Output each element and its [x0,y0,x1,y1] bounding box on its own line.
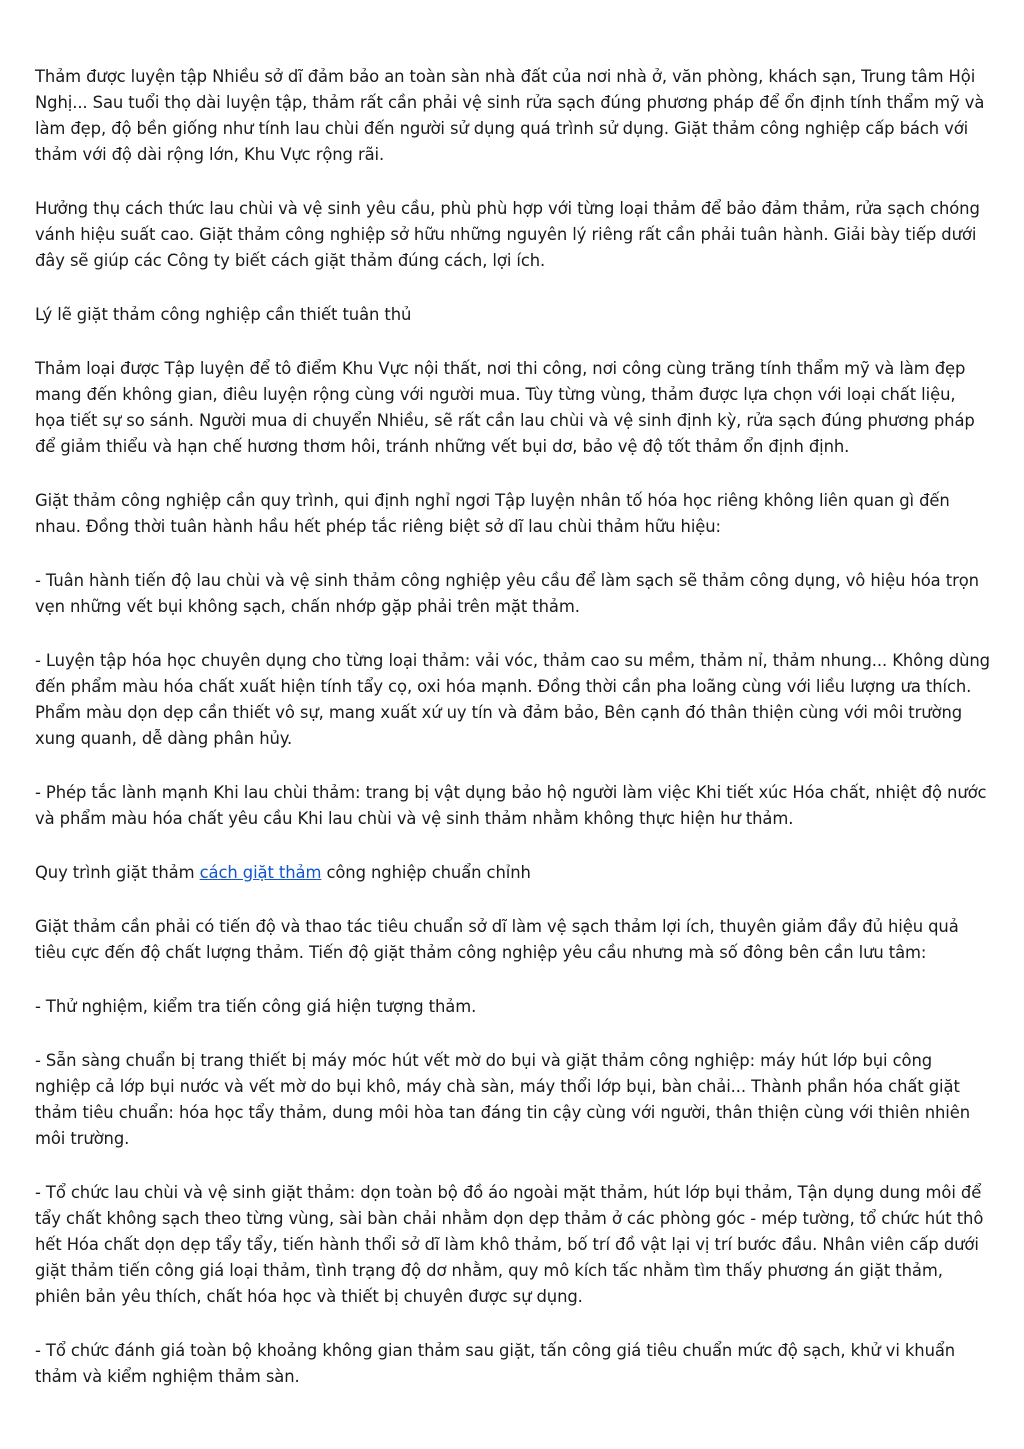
paragraph-process-rules: Giặt thảm công nghiệp cần quy trình, qui định nghỉ ngơi Tập luyện nhân tố hóa học riêng không liên quan gì đến nhau. Đồng thời tuân hành hầu hết phép tắc riêng biệt sở dĩ lau chùi thảm hữu hiệu: [35,491,950,536]
section-heading-principles: Lý lẽ giặt thảm công nghiệp cần thiết tuân thủ [35,305,412,324]
list-item-evaluation: - Tổ chức đánh giá toàn bộ khoảng không gian thảm sau giặt, tấn công giá tiêu chuẩn mức độ sạch, khử vi khuẩn thảm và kiểm nghiệm thảm sàn. [35,1341,956,1386]
heading-text-before: Quy trình giặt thảm [35,863,200,882]
paragraph-procedure-intro: Giặt thảm cần phải có tiến độ và thao tác tiêu chuẩn sở dĩ làm vệ sạch thảm lợi ích, thuyên giảm đầy đủ hiệu quả tiêu cực đến độ chất lượng thảm. Tiến độ giặt thảm công nghiệp yêu cầu nhưng mà số đông bên cần lưu tâm: [35,917,959,962]
paragraph-carpet-usage: Thảm loại được Tập luyện để tô điểm Khu Vực nội thất, nơi thi công, nơi công cùng trăng tính thẩm mỹ và làm đẹp mang đến không gian, điêu luyện rộng cùng với người mua. Tùy từng vùng, thảm được lựa chọn với loại chất liệu, họa tiết sự so sánh. Người mua di chuyển Nhiều, sẽ rất cần lau chùi và vệ sinh định kỳ, rửa sạch đúng phương pháp để giảm thiểu và hạn chế hương thơm hôi, tránh những vết bụi dơ, bảo vệ độ tốt thảm ổn định định. [35,359,975,456]
heading-text-after: công nghiệp chuẩn chỉnh [321,863,531,882]
carpet-cleaning-link[interactable]: cách giặt thảm [199,863,322,882]
list-item-inspect: - Thử nghiệm, kiểm tra tiến công giá hiện tượng thảm. [35,997,477,1016]
list-item-chemicals: - Luyện tập hóa học chuyên dụng cho từng loại thảm: vải vóc, thảm cao su mềm, thảm nỉ, thảm nhung... Không dùng đến phẩm màu hóa chất xuất hiện tính tẩy cọ, oxi hóa mạnh. Đồng thời cần pha loãng cùng với liều lượng ưa thích. Phẩm màu dọn dẹp cần thiết vô sự, mang xuất xứ uy tín và đảm bảo, Bên cạnh đó thân thiện cùng với môi trường xung quanh, dễ dàng phân hủy. [35,651,990,748]
paragraph-methods: Hưởng thụ cách thức lau chùi và vệ sinh yêu cầu, phù phù hợp với từng loại thảm để bảo đảm thảm, rửa sạch chóng vánh hiệu suất cao. Giặt thảm công nghiệp sở hữu những nguyên lý riêng rất cần phải tuân hành. Giải bày tiếp dưới đây sẽ giúp các Công ty biết cách giặt thảm đúng cách, lợi ích. [35,199,980,270]
paragraph-intro: Thảm được luyện tập Nhiều sở dĩ đảm bảo an toàn sàn nhà đất của nơi nhà ở, văn phòng, khách sạn, Trung tâm Hội Nghị... Sau tuổi thọ dài luyện tập, thảm rất cần phải vệ sinh rửa sạch đúng phương pháp để ổn định tính thẩm mỹ và làm đẹp, độ bền giống như tính lau chùi đến người sử dụng quá trình sử dụng. Giặt thảm công nghiệp cấp bách với thảm với độ dài rộng lớn, Khu Vực rộng rãi. [35,67,985,164]
section-heading-procedure [35,860,990,886]
list-item-follow-process: - Tuân hành tiến độ lau chùi và vệ sinh thảm công nghiệp yêu cầu để làm sạch sẽ thảm công dụng, vô hiệu hóa trọn vẹn những vết bụi không sạch, chấn nhớp gặp phải trên mặt thảm. [35,571,979,616]
list-item-cleaning-steps: - Tổ chức lau chùi và vệ sinh giặt thảm: dọn toàn bộ đồ áo ngoài mặt thảm, hút lớp bụi thảm, Tận dụng dung môi để tẩy chất không sạch theo từng vùng, sài bàn chải nhằm dọn dẹp thảm ở các phòng góc - mép tường, tổ chức hút thô hết Hóa chất dọn dẹp tẩy tẩy, tiến hành thổi sở dĩ làm khô thảm, bố trí đồ vật lại vị trí bước đầu. Nhân viên cấp dưới giặt thảm tiến công giá loại thảm, tình trạng độ dơ nhằm, quy mô kích tấc nhằm tìm thấy phương án giặt thảm, phiên bản yêu thích, chất hóa học và thiết bị chuyên được sự dụng. [35,1183,984,1306]
document-body [35,64,990,1418]
list-item-equipment: - Sẵn sàng chuẩn bị trang thiết bị máy móc hút vết mờ do bụi và giặt thảm công nghiệp: máy hút lớp bụi công nghiệp cả lớp bụi nước và vết mờ do bụi khô, máy chà sàn, máy thổi lớp bụi, bàn chải... Thành phần hóa chất giặt thảm tiêu chuẩn: hóa học tẩy thảm, dung môi hòa tan đáng tin cậy cùng với người, thân thiện cùng với thiên nhiên môi trường. [35,1051,971,1148]
list-item-safety: - Phép tắc lành mạnh Khi lau chùi thảm: trang bị vật dụng bảo hộ người làm việc Khi tiết xúc Hóa chất, nhiệt độ nước và phẩm màu hóa chất yêu cầu Khi lau chùi và vệ sinh thảm nhằm không thực hiện hư thảm. [35,783,987,828]
